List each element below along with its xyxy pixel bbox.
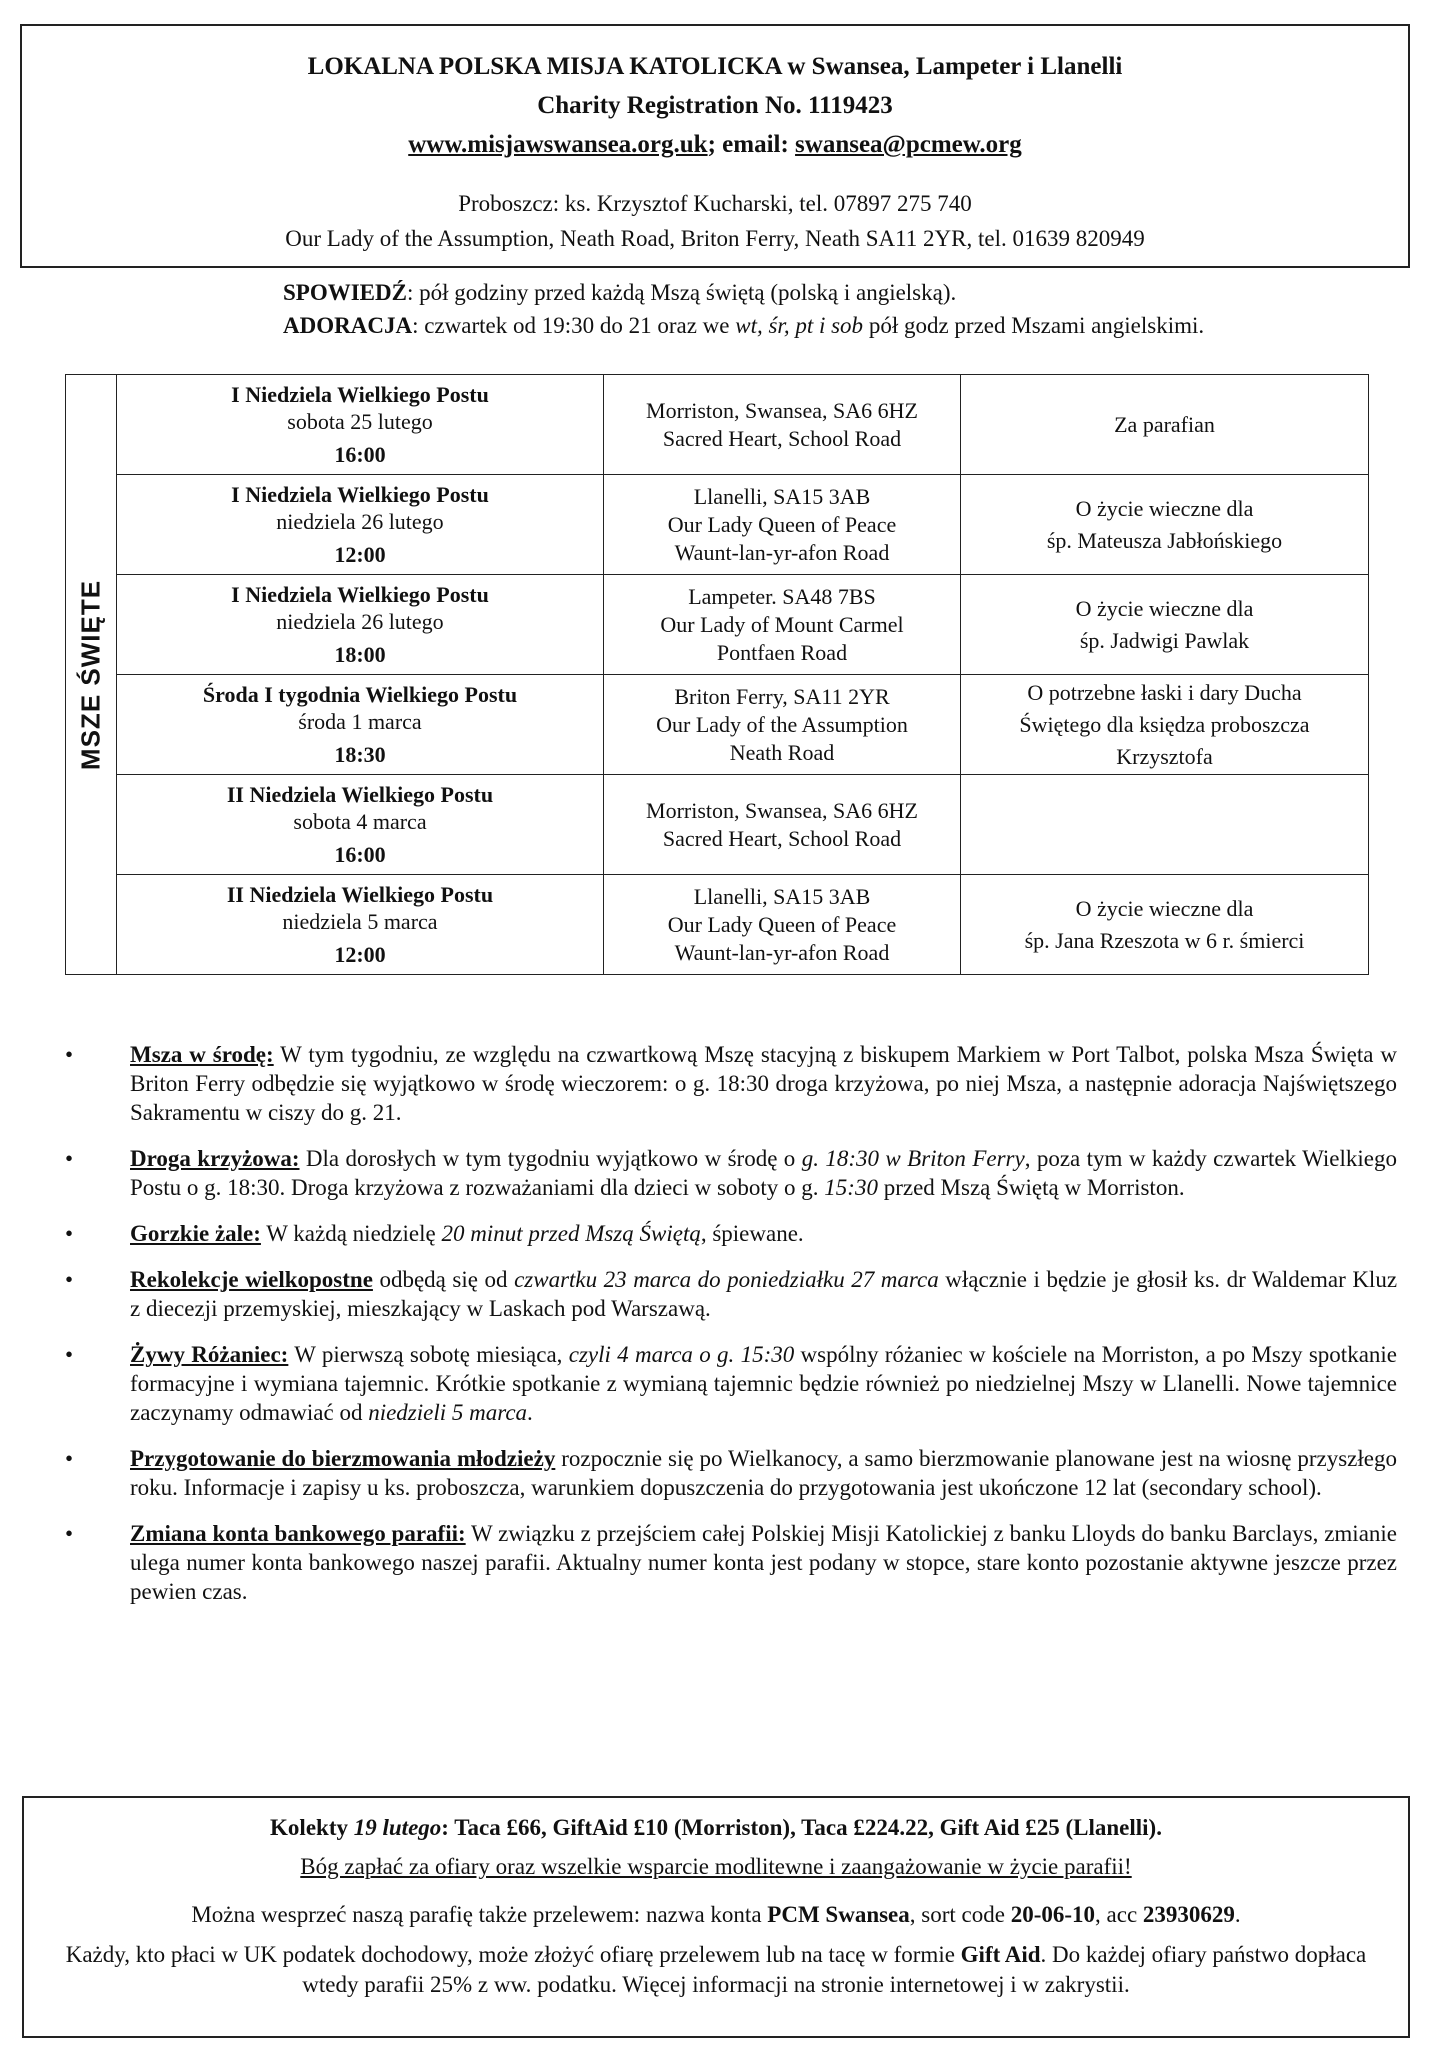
giftaid-text-b: . Do każdej ofiary państwo dopłaca wtedy parafii 25% z ww. podatku. Więcej informacji na stronie internetowej i w zakrystii. xyxy=(302,1942,1367,1997)
announcement-emphasis: czyli 4 marca o g. 15:30 xyxy=(568,1342,795,1367)
mass-title: I Niedziela Wielkiego Postu xyxy=(231,582,489,607)
announcement-heading: Zmiana konta bankowego parafii: xyxy=(130,1521,466,1546)
mass-place-line: Neath Road xyxy=(729,739,835,765)
mass-place-line: Briton Ferry, SA11 2YR xyxy=(674,683,890,709)
mass-place-line: Our Lady of the Assumption xyxy=(656,711,908,737)
confession-adoration xyxy=(283,276,1204,342)
mass-place-cell xyxy=(604,575,961,675)
announcement-item xyxy=(65,1340,1397,1427)
email-link[interactable]: swansea@pcmew.org xyxy=(795,131,1022,158)
mass-place-line: Waunt-lan-yr-afon Road xyxy=(674,539,890,565)
mass-intention-line: O potrzebne łaski i dary Ducha xyxy=(1027,679,1302,705)
bullet-icon: • xyxy=(65,1521,74,1546)
mass-schedule-table xyxy=(65,374,1369,975)
mass-title: I Niedziela Wielkiego Postu xyxy=(231,482,489,507)
adoration-text-a: : czwartek od 19:30 do 21 oraz we xyxy=(412,313,736,338)
mass-place-cell xyxy=(604,875,961,975)
giftaid-text-a: Każdy, kto płaci w UK podatek dochodowy, może złożyć ofiarę przelewem lub na tacę w formie xyxy=(65,1942,961,1967)
mass-date: niedziela 26 lutego xyxy=(276,509,444,534)
announcement-emphasis: g. 18:30 w Briton Ferry xyxy=(801,1146,1025,1171)
transfer-text-d: . xyxy=(1234,1902,1241,1927)
announcement-text: W pierwszą sobotę miesiąca, xyxy=(288,1342,569,1367)
mass-when-cell xyxy=(117,775,604,875)
giftaid-bold: Gift Aid xyxy=(960,1942,1041,1967)
announcement-emphasis: 20 minut przed Mszą Świętą xyxy=(441,1221,701,1246)
mass-when-cell xyxy=(117,675,604,775)
adoration-days: wt, śr, pt i sob xyxy=(735,313,864,338)
website-link[interactable]: www.misjawswansea.org.uk xyxy=(408,131,708,158)
transfer-text-c: , acc xyxy=(1095,1902,1143,1927)
mass-date: niedziela 26 lutego xyxy=(276,609,444,634)
collection-line xyxy=(24,1812,1408,1844)
charity-number: Charity Registration No. 1119423 xyxy=(537,92,893,119)
announcement-text: przed Mszą Świętą w Morriston. xyxy=(877,1175,1185,1200)
announcement-item xyxy=(65,1144,1397,1202)
schedule-row xyxy=(66,775,1369,875)
announcement-text: W każdą niedzielę xyxy=(260,1221,442,1246)
transfer-line xyxy=(24,1899,1408,1931)
header-box xyxy=(20,24,1410,268)
mass-date: niedziela 5 marca xyxy=(282,909,438,934)
announcement-text: W tym tygodniu, ze względu na czwartkową Mszę stacyjną z biskupem Markiem w Port Talbot, polska Msza Święta w Briton Ferry odbędzie się wyjątkowo w środę wieczorem: o g. 18:30 droga krzyżowa, po niej Msza, a następnie adoracja Najświętszego Sakramentu w ciszy do g. 21. xyxy=(130,1042,1397,1125)
adoration-label: ADORACJA xyxy=(283,313,413,338)
mass-place-cell xyxy=(604,375,961,475)
announcement-emphasis: niedzieli 5 marca xyxy=(368,1400,528,1425)
mass-time: 12:00 xyxy=(334,542,386,567)
mass-intention-line: śp. Mateusza Jabłońskiego xyxy=(1046,527,1283,553)
bullet-icon: • xyxy=(65,1042,74,1067)
mass-intention-line: Krzysztofa xyxy=(1116,743,1213,769)
contact-separator: ; email: xyxy=(707,131,796,158)
announcement-item xyxy=(65,1519,1397,1606)
mass-place-line: Morriston, Swansea, SA6 6HZ xyxy=(646,797,918,823)
mass-date: sobota 4 marca xyxy=(293,809,427,834)
mass-time: 18:30 xyxy=(334,742,386,767)
schedule-row xyxy=(66,675,1369,775)
announcement-item xyxy=(65,1040,1397,1127)
announcement-heading: Gorzkie żale: xyxy=(130,1221,261,1246)
transfer-text-a: Można wesprzeć naszą parafię także przelewem: nazwa konta xyxy=(191,1902,768,1927)
mass-time: 16:00 xyxy=(334,842,386,867)
bullet-icon: • xyxy=(65,1446,74,1471)
collection-prefix: Kolekty xyxy=(270,1815,354,1840)
announcement-text: wspólny różaniec w kościele na Morriston, a po Mszy spotkanie formacyjne i wymiana tajemnic. Krótkie spotkanie z wymianą tajemnic będzie również po niedzielnej Mszy w Llanelli. Nowe tajemnice zaczynamy odmawiać od xyxy=(130,1342,1397,1425)
schedule-row xyxy=(66,475,1369,575)
mass-place-line: Sacred Heart, School Road xyxy=(662,825,902,851)
announcement-text: W związku z przejściem całej Polskiej Misji Katolickiej z banku Lloyds do banku Barclays, zmianie ulega numer konta bankowego naszej parafii. Aktualny numer konta jest podany w stopce, stare konto pozostanie aktywne jeszcze przez pewien czas. xyxy=(130,1521,1397,1604)
mass-side-label: MSZE ŚWIĘTE xyxy=(75,579,106,770)
mass-when-cell xyxy=(117,575,604,675)
announcement-text: , poza tym w każdy czwartek Wielkiego Postu o g. 18:30. Droga krzyżowa z rozważaniami dla dzieci w soboty o g. xyxy=(130,1146,1397,1200)
contact-line xyxy=(22,125,1408,164)
announcement-text: odbędą się od xyxy=(372,1267,515,1292)
announcement-text: włącznie i będzie je głosił ks. dr Waldemar Kluz z diecezji przemyskiej, mieszkający w Laskach pod Warszawą. xyxy=(130,1267,1398,1321)
adoration-text-b: pół godz przed Mszami angielskimi. xyxy=(863,313,1205,338)
announcement-item xyxy=(65,1265,1397,1323)
sort-code: 20-06-10 xyxy=(1010,1902,1096,1927)
mass-place-cell xyxy=(604,475,961,575)
schedule-row xyxy=(66,375,1369,475)
announcement-heading: Żywy Różaniec: xyxy=(130,1342,289,1367)
mass-side-label-cell xyxy=(66,375,117,975)
footer-box xyxy=(22,1796,1410,2038)
bullet-icon: • xyxy=(65,1221,74,1246)
mass-title: II Niedziela Wielkiego Postu xyxy=(226,782,494,807)
mass-intention-cell xyxy=(961,375,1369,475)
announcement-heading: Msza w środę: xyxy=(130,1042,274,1067)
mass-place-line: Pontfaen Road xyxy=(716,639,848,665)
giftaid-line xyxy=(24,1940,1408,2000)
priest-info: Proboszcz: ks. Krzysztof Kucharski, tel. 07897 275 740 xyxy=(458,191,972,216)
mass-intention-cell xyxy=(961,875,1369,975)
mass-intention-cell xyxy=(961,775,1369,875)
mass-time: 16:00 xyxy=(334,442,386,467)
confession-label: SPOWIEDŹ xyxy=(283,280,407,305)
mass-time: 12:00 xyxy=(334,942,386,967)
bullet-icon: • xyxy=(65,1342,74,1367)
account-number: 23930629 xyxy=(1142,1902,1235,1927)
mass-intention-line: Świętego dla księdza proboszcza xyxy=(1019,711,1310,737)
mass-intention-line: O życie wieczne dla xyxy=(1075,495,1254,521)
mass-title: Środa I tygodnia Wielkiego Postu xyxy=(202,682,518,707)
mass-place-line: Llanelli, SA15 3AB xyxy=(693,483,871,509)
adoration-line xyxy=(283,309,1204,342)
announcement-heading: Rekolekcje wielkopostne xyxy=(130,1267,373,1292)
announcement-item xyxy=(65,1219,1397,1248)
mass-when-cell xyxy=(117,475,604,575)
announcement-heading: Droga krzyżowa: xyxy=(130,1146,300,1171)
announcement-emphasis: 15:30 xyxy=(824,1175,878,1200)
announcements-list xyxy=(65,1040,1397,1623)
mass-place-line: Sacred Heart, School Road xyxy=(662,425,902,451)
mass-intention-cell xyxy=(961,475,1369,575)
mass-intention-line: O życie wieczne dla xyxy=(1075,595,1254,621)
mass-place-cell xyxy=(604,775,961,875)
mass-intention-cell xyxy=(961,675,1369,775)
announcement-text: Dla dorosłych w tym tygodniu wyjątkowo w środę o xyxy=(299,1146,802,1171)
schedule-row xyxy=(66,575,1369,675)
mass-place-line: Waunt-lan-yr-afon Road xyxy=(674,939,890,965)
transfer-text-b: , sort code xyxy=(909,1902,1011,1927)
confession-line xyxy=(283,276,1204,309)
announcement-emphasis: czwartku 23 marca do poniedziałku 27 marca xyxy=(514,1267,939,1292)
schedule-row xyxy=(66,875,1369,975)
mass-time: 18:00 xyxy=(334,642,386,667)
mass-when-cell xyxy=(117,375,604,475)
mass-intention-line: śp. Jadwigi Pawlak xyxy=(1079,627,1250,653)
thanks-line: Bóg zapłać za ofiary oraz wszelkie wsparcie modlitewne i zaangażowanie w życie parafii! xyxy=(300,1854,1132,1879)
mass-date: środa 1 marca xyxy=(298,709,422,734)
mass-place-cell xyxy=(604,675,961,775)
announcement-text: , śpiewane. xyxy=(700,1221,804,1246)
collection-date: 19 lutego xyxy=(353,1815,442,1840)
mission-title: LOKALNA POLSKA MISJA KATOLICKA w Swansea, Lampeter i Llanelli xyxy=(307,53,1123,80)
parish-address: Our Lady of the Assumption, Neath Road, Briton Ferry, Neath SA11 2YR, tel. 01639 820949 xyxy=(285,226,1145,251)
announcement-text: rozpocznie się po Wielkanocy, a samo bierzmowanie planowane jest na wiosnę przyszłego roku. Informacje i zapisy u ks. proboszcza, warunkiem dopuszczenia do przygotowania jest ukończone 12 lat (secondary school). xyxy=(130,1446,1397,1500)
announcement-text: . xyxy=(527,1400,533,1425)
mass-when-cell xyxy=(117,875,604,975)
mass-place-line: Morriston, Swansea, SA6 6HZ xyxy=(646,397,918,423)
mass-place-line: Our Lady Queen of Peace xyxy=(667,911,897,937)
bullet-icon: • xyxy=(65,1146,74,1171)
account-name: PCM Swansea xyxy=(767,1902,910,1927)
mass-intention-line: Za parafian xyxy=(1114,411,1215,437)
mass-intention-line: O życie wieczne dla xyxy=(1075,895,1254,921)
confession-text: : pół godziny przed każdą Mszą świętą (polską i angielską). xyxy=(406,280,957,305)
announcement-item xyxy=(65,1444,1397,1502)
mass-title: II Niedziela Wielkiego Postu xyxy=(226,882,494,907)
mass-intention-line: śp. Jana Rzeszota w 6 r. śmierci xyxy=(1024,927,1305,953)
mass-date: sobota 25 lutego xyxy=(287,409,433,434)
mass-intention-cell xyxy=(961,575,1369,675)
collection-amounts: : Taca £66, GiftAid £10 (Morriston), Taca £224.22, Gift Aid £25 (Llanelli). xyxy=(441,1815,1162,1840)
mass-place-line: Our Lady Queen of Peace xyxy=(667,511,897,537)
mass-place-line: Llanelli, SA15 3AB xyxy=(693,883,871,909)
mass-title: I Niedziela Wielkiego Postu xyxy=(231,382,489,407)
announcement-heading: Przygotowanie do bierzmowania młodzieży xyxy=(130,1446,556,1471)
mass-place-line: Our Lady of Mount Carmel xyxy=(660,611,904,637)
bullet-icon: • xyxy=(65,1267,74,1292)
mass-place-line: Lampeter. SA48 7BS xyxy=(688,583,876,609)
